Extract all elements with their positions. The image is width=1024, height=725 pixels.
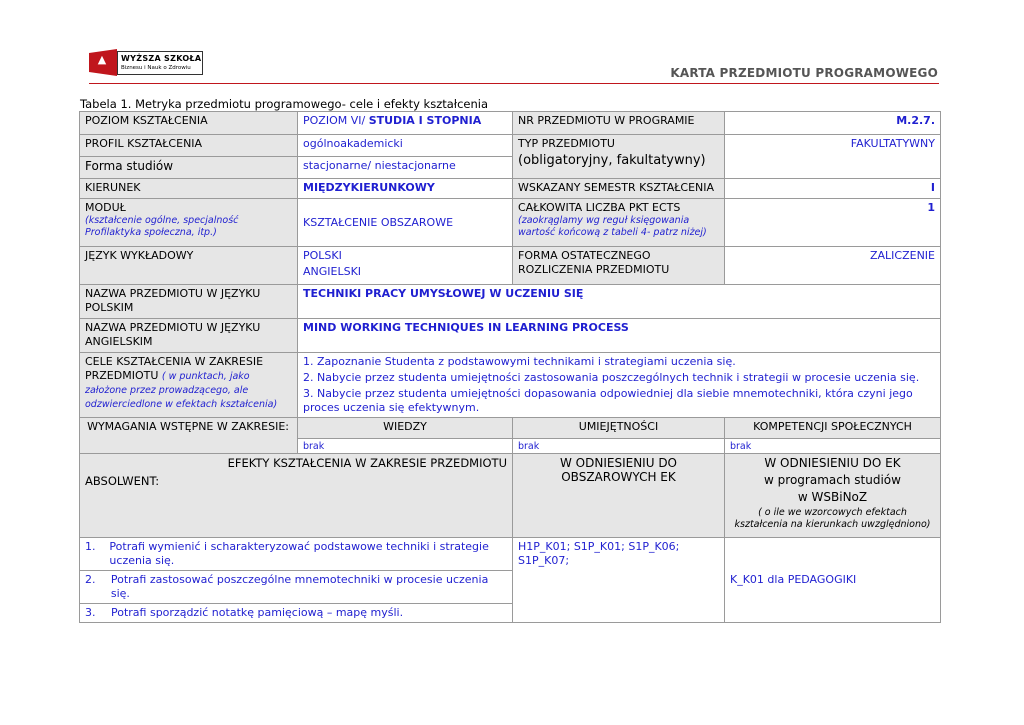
level-value: POZIOM VI/ STUDIA I STOPNIA xyxy=(298,112,513,135)
semester-label: WSKAZANY SEMESTR KSZTAŁCENIA xyxy=(513,179,725,199)
language-value: POLSKI ANGIELSKI xyxy=(298,247,513,285)
course-type-value: FAKULTATYWNY xyxy=(725,135,941,179)
course-number-label: NR PRZEDMIOTU W PROGRAMIE xyxy=(513,112,725,135)
prereq-competences: KOMPETENCJI SPOŁECZNYCH brak xyxy=(725,418,941,454)
prereq-knowledge: WIEDZY brak xyxy=(298,418,513,454)
objective-item: 1. Zapoznanie Studenta z podstawowymi technikami i strategiami uczenia się. xyxy=(303,355,736,368)
objectives-list xyxy=(298,353,941,418)
language-label: JĘZYK WYKŁADOWY xyxy=(80,247,298,285)
objective-item: 3. Nabycie przez studenta umiejętności dopasowania odpowiedniej dla siebie mnemotechniki, która czyni jego proces uczenia się efektywnym. xyxy=(303,387,913,414)
field-label: KIERUNEK xyxy=(80,179,298,199)
objectives-label: CELE KSZTAŁCENIA W ZAKRESIE PRZEDMIOTU ( w punktach, jako założone przez prowadzącego, ale odzwierciedlone w efektach kształcenia) xyxy=(80,353,298,418)
module-value: KSZTAŁCENIE OBSZAROWE xyxy=(298,199,513,247)
study-form-label: Forma studiów xyxy=(80,157,298,179)
course-type-label: TYP PRZEDMIOTU (obligatoryjny, fakultatywny) xyxy=(513,135,725,179)
logo-text-box xyxy=(117,51,203,75)
final-assessment-value: ZALICZENIE xyxy=(725,247,941,285)
name-en-value: MIND WORKING TECHNIQUES IN LEARNING PROCESS xyxy=(298,319,941,353)
ects-label: CAŁKOWITA LICZBA PKT ECTS (zaokrąglamy wg reguł księgowania wartość końcową z tabeli 4- patrz niżej) xyxy=(513,199,725,247)
level-label: POZIOM KSZTAŁCENIA xyxy=(80,112,298,135)
program-outcomes-header: W ODNIESIENIU DO EK w programach studiów w WSBiNoZ ( o ile we wzorcowych efektach kształcenia na kierunkach uwzględniono) xyxy=(725,454,941,538)
program-codes: K_K01 dla PEDAGOGIKI xyxy=(725,538,941,623)
area-codes: H1P_K01; S1P_K01; S1P_K06; S1P_K07; xyxy=(513,538,725,623)
name-pl-value: TECHNIKI PRACY UMYSŁOWEJ W UCZENIU SIĘ xyxy=(298,285,941,319)
metadata-table xyxy=(79,111,941,623)
profile-value: ogólnoakademicki xyxy=(298,135,513,157)
profile-label: PROFIL KSZTAŁCENIA xyxy=(80,135,298,157)
semester-value: I xyxy=(725,179,941,199)
header-divider xyxy=(89,83,939,84)
learning-outcomes-header: EFEKTY KSZTAŁCENIA W ZAKRESIE PRZEDMIOTU ABSOLWENT: xyxy=(80,454,513,538)
final-assessment-label: FORMA OSTATECZNEGO ROZLICZENIA PRZEDMIOTU xyxy=(513,247,725,285)
objective-item: 2. Nabycie przez studenta umiejętności zastosowania poszczególnych technik i strategii w procesie uczenia się. xyxy=(303,371,920,384)
outcome-row: 2. Potrafi zastosować poszczególne mnemotechniki w procesie uczenia się. xyxy=(80,571,513,604)
logo-line2: Biznesu i Nauk o Zdrowiu xyxy=(121,65,191,71)
course-number-value: M.2.7. xyxy=(725,112,941,135)
table-caption: Tabela 1. Metryka przedmiotu programowego- cele i efekty kształcenia xyxy=(80,97,488,111)
prereq-skills: UMIEJĘTNOŚCI brak xyxy=(513,418,725,454)
module-label: MODUŁ (kształcenie ogólne, specjalność Profilaktyka społeczna, itp.) xyxy=(80,199,298,247)
school-logo xyxy=(89,46,201,76)
name-en-label: NAZWA PRZEDMIOTU W JĘZYKU ANGIELSKIM xyxy=(80,319,298,353)
outcome-row: 3. Potrafi sporządzić notatkę pamięciową – mapę myśli. xyxy=(80,604,513,623)
ects-value: 1 xyxy=(725,199,941,247)
logo-line1: WYŻSZA SZKOŁA xyxy=(121,54,202,63)
field-value: MIĘDZYKIERUNKOWY xyxy=(298,179,513,199)
outcome-row: 1. Potrafi wymienić i scharakteryzować podstawowe techniki i strategie uczenia się. xyxy=(80,538,513,571)
prerequisites-label: WYMAGANIA WSTĘPNE W ZAKRESIE: xyxy=(80,418,298,454)
area-outcomes-header: W ODNIESIENIU DO OBSZAROWYCH EK xyxy=(513,454,725,538)
study-form-value: stacjonarne/ niestacjonarne xyxy=(298,157,513,179)
document-title: KARTA PRZEDMIOTU PROGRAMOWEGO xyxy=(670,66,938,80)
name-pl-label: NAZWA PRZEDMIOTU W JĘZYKU POLSKIM xyxy=(80,285,298,319)
graduation-cap-icon: ▲ xyxy=(97,53,107,66)
